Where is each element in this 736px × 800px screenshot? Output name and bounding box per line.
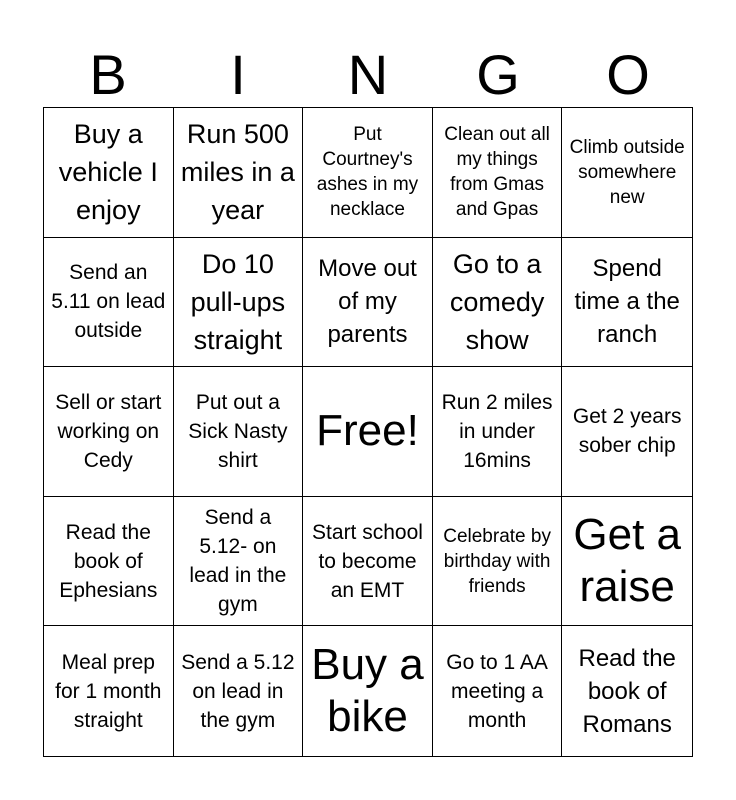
bingo-cell-text: Go to a comedy show [449,248,545,355]
bingo-cell-text: Put out a Sick Nasty shirt [188,390,288,472]
bingo-cell-text: Read the book of Ephesians [59,520,158,602]
bingo-cell-text: Start school to become an EMT [312,520,423,602]
bingo-cell-23[interactable] [303,626,433,756]
bingo-cell-7[interactable] [174,238,304,368]
bingo-cell-19[interactable] [433,497,563,627]
bingo-cell-text: Send an 5.11 on lead outside [51,261,166,343]
bingo-cell-2[interactable] [174,108,304,238]
bingo-cell-text: Go to 1 AA meeting a month [446,650,548,732]
bingo-cell-11[interactable] [44,367,174,497]
bingo-cell-text: Send a 5.12- on lead in the gym [189,506,287,617]
bingo-cell-text: Meal prep for 1 month straight [55,650,162,732]
bingo-cell-21[interactable] [44,626,174,756]
bingo-cell-3[interactable] [303,108,433,238]
bingo-cell-text: Buy a vehicle I enjoy [58,119,158,226]
bingo-cell-10[interactable] [562,238,692,368]
bingo-cell-17[interactable] [174,497,304,627]
bingo-cell-text: Sell or start working on Cedy [55,390,162,472]
bingo-cell-22[interactable] [174,626,304,756]
bingo-cell-text: Get 2 years sober chip [572,405,682,458]
bingo-cell-18[interactable] [303,497,433,627]
bingo-board [43,107,693,757]
bingo-cell-text: Buy a bike [311,640,424,742]
bingo-cell-9[interactable] [433,238,563,368]
bingo-cell-16[interactable] [44,497,174,627]
bingo-cell-text: Get a raise [573,510,681,612]
header-letter-n: N [347,43,389,106]
bingo-cell-1[interactable] [44,108,174,238]
bingo-cell-text: Do 10 pull-ups straight [190,248,286,355]
bingo-cell-text: Put Courtney's ashes in my necklace [316,124,419,221]
bingo-cell-text: Run 500 miles in a year [180,119,295,226]
bingo-cell-text: Run 2 miles in under 16mins [441,390,553,472]
bingo-cell-text: Celebrate by birthday with friends [443,525,551,597]
bingo-cell-text: Read the book of Romans [578,644,676,738]
bingo-cell-12[interactable] [174,367,304,497]
bingo-cell-4[interactable] [433,108,563,238]
bingo-cell-text: Send a 5.12 on lead in the gym [181,650,295,732]
bingo-cell-text: Spend time a the ranch [574,255,680,349]
bingo-cell-8[interactable] [303,238,433,368]
header-letter-o: O [606,43,650,106]
bingo-cell-text: Clean out all my things from Gmas and Gpas [444,124,550,221]
header-letter-b: B [89,43,127,106]
bingo-cell-24[interactable] [433,626,563,756]
bingo-cell-15[interactable] [562,367,692,497]
bingo-header [43,42,693,108]
bingo-cell-free[interactable] [303,367,433,497]
bingo-cell-25[interactable] [562,626,692,756]
header-letter-g: G [476,43,520,106]
bingo-cell-6[interactable] [44,238,174,368]
bingo-cell-14[interactable] [433,367,563,497]
bingo-cell-5[interactable] [562,108,692,238]
bingo-cell-20[interactable] [562,497,692,627]
bingo-cell-text: Climb outside somewhere new [569,136,685,208]
bingo-cell-text: Move out of my parents [318,255,417,349]
free-space-text: Free! [316,406,419,456]
header-letter-i: I [230,43,246,106]
